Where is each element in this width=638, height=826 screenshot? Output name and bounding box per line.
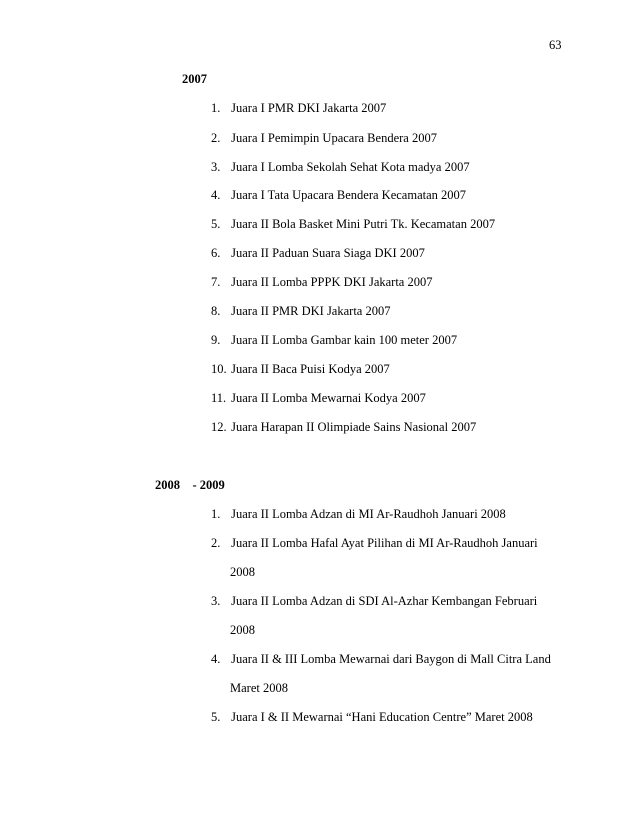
list-item (211, 246, 425, 261)
list-text: Juara I & II Mewarnai “Hani Education Centre” Maret 2008 (231, 710, 533, 724)
list-text-continuation: 2008 (230, 565, 255, 579)
list-text-continuation: 2008 (230, 623, 255, 637)
list-item (211, 391, 426, 406)
list-text: Juara I Tata Upacara Bendera Kecamatan 2007 (231, 188, 467, 202)
list-text: Juara I PMR DKI Jakarta 2007 (231, 101, 387, 115)
list-number: 2. (211, 536, 221, 550)
list-number: 3. (211, 594, 221, 608)
list-number: 9. (211, 333, 221, 347)
list-text: Juara II Lomba Adzan di MI Ar-Raudhoh Januari 2008 (231, 507, 506, 521)
list-text: Juara II Paduan Suara Siaga DKI 2007 (231, 246, 425, 260)
page-number: 63 (549, 38, 562, 52)
section-heading-2007: 2007 (182, 72, 207, 86)
list-item (211, 217, 495, 232)
list-item (211, 536, 538, 551)
list-text: Juara I Pemimpin Upacara Bendera 2007 (231, 131, 437, 145)
list-number: 2. (211, 131, 221, 145)
list-item (211, 594, 537, 609)
list-item (211, 131, 437, 146)
list-text: Juara II Lomba Gambar kain 100 meter 2007 (231, 333, 458, 347)
list-text: Juara II Lomba PPPK DKI Jakarta 2007 (231, 275, 433, 289)
list-number: 7. (211, 275, 221, 289)
list-number: 1. (211, 507, 221, 521)
list-item (211, 652, 551, 667)
list-text: Juara II Bola Basket Mini Putri Tk. Kecamatan 2007 (231, 217, 496, 231)
list-item (211, 710, 533, 725)
list-item (211, 420, 476, 435)
list-item (211, 304, 390, 319)
list-text-continuation: Maret 2008 (230, 681, 288, 695)
list-text: Juara Harapan II Olimpiade Sains Nasional 2007 (231, 420, 477, 434)
list-text: Juara II PMR DKI Jakarta 2007 (231, 304, 391, 318)
list-number: 1. (211, 101, 221, 115)
list-item (211, 275, 432, 290)
list-item (211, 333, 457, 348)
list-text: Juara II Lomba Mewarnai Kodya 2007 (231, 391, 426, 405)
list-item (211, 188, 466, 203)
list-number: 12. (211, 420, 227, 434)
list-item (211, 507, 506, 522)
list-text: Juara I Lomba Sekolah Sehat Kota madya 2007 (231, 160, 470, 174)
list-number: 11. (211, 391, 227, 405)
list-text: Juara II Lomba Adzan di SDI Al-Azhar Kembangan Februari (231, 594, 538, 608)
list-number: 4. (211, 652, 221, 666)
list-text: Juara II Lomba Hafal Ayat Pilihan di MI Ar-Raudhoh Januari (231, 536, 538, 550)
list-number: 4. (211, 188, 221, 202)
list-number: 5. (211, 710, 221, 724)
list-text: Juara II & III Lomba Mewarnai dari Baygon di Mall Citra Land (231, 652, 551, 666)
list-item (211, 362, 390, 377)
list-number: 3. (211, 160, 221, 174)
list-item (211, 160, 470, 175)
list-text: Juara II Baca Puisi Kodya 2007 (231, 362, 390, 376)
list-number: 6. (211, 246, 221, 260)
list-number: 5. (211, 217, 221, 231)
section-heading-2008: 2008 - 2009 (155, 478, 225, 492)
list-item (211, 101, 386, 116)
list-number: 8. (211, 304, 221, 318)
list-number: 10. (211, 362, 227, 376)
